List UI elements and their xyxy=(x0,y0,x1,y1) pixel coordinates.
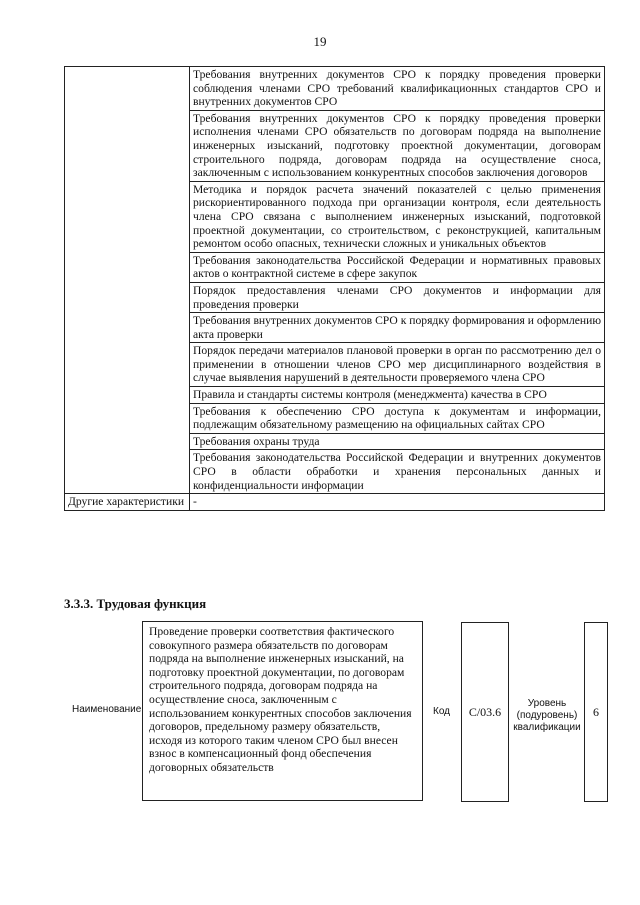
level-box xyxy=(584,622,608,802)
other-characteristics-label: Другие характеристики xyxy=(65,494,190,511)
table-cell: Правила и стандарты системы контроля (менеджмента) качества в СРО xyxy=(190,387,605,404)
table-cell: Порядок передачи материалов плановой проверки в орган по рассмотрению дел о применении в отношении членов СРО мер дисциплинарного воздействия в случае выявления нарушений в деятельности проверяемого члена СРО xyxy=(190,343,605,387)
row-label-cell xyxy=(65,67,190,494)
function-name-box: Проведение проверки соответствия фактического совокупного размера обязательств по договорам подряда на выполнение инженерных изысканий, на подготовку проектной документации, по договорам строительного подряда, договорам подряда на осуществление сноса, заключенным с использованием конкурентных способов заключения договоров, предельному размеру обязательств, исходя из которого таким членом СРО был внесен взнос в компенсационный фонд обеспечения договорных обязательств xyxy=(142,621,423,801)
table-cell: Требования охраны труда xyxy=(190,433,605,450)
requirements-table xyxy=(64,66,605,511)
code-value: C/03.6 xyxy=(468,704,502,719)
code-box xyxy=(461,622,509,802)
table-row xyxy=(65,67,605,111)
table-cell: Требования внутренних документов СРО к порядку формирования и оформлению акта проверки xyxy=(190,313,605,343)
other-characteristics-value: - xyxy=(190,494,605,511)
table-row-other xyxy=(65,494,605,511)
name-label: Наименование xyxy=(72,704,142,715)
level-label: Уровень (подуровень) квалификации xyxy=(513,698,581,733)
table-cell: Требования внутренних документов СРО к порядку проведения проверки исполнения членами СРО обязательств по договорам подряда на выполнение инженерных изысканий, подготовку проектной документации, договорам строительного подряда, договорам подряда на осуществление сноса, заключенным с использованием конкурентных способов заключения договоров xyxy=(190,110,605,181)
table-cell: Порядок предоставления членами СРО документов и информации для проведения проверки xyxy=(190,282,605,312)
code-label: Код xyxy=(433,706,451,717)
table-cell: Требования законодательства Российской Федерации и внутренних документов СРО в области обработки и хранения персональных данных и конфиденциальности информации xyxy=(190,450,605,494)
table-cell: Требования к обеспечению СРО доступа к документам и информации, подлежащим обязательному размещению на официальных сайтах СРО xyxy=(190,403,605,433)
table-cell: Требования законодательства Российской Федерации и нормативных правовых актов о контрактной системе в сфере закупок xyxy=(190,252,605,282)
section-title: 3.3.3. Трудовая функция xyxy=(64,596,207,611)
page-number: 19 xyxy=(313,34,327,49)
table-cell: Методика и порядок расчета значений показателей с целью применения рискориентированного подхода при организации контроля, если деятельность члена СРО связана с выполнением инженерных изысканий, подготовкой проектной документации, со строительством, с реконструкцией, капитальным ремонтом особо опасных, технически сложных и уникальных объектов xyxy=(190,181,605,252)
level-value: 6 xyxy=(593,704,599,719)
table-cell: Требования внутренних документов СРО к порядку проведения проверки соблюдения членами СРО требований квалификационных стандартов СРО и внутренних документов СРО xyxy=(190,67,605,111)
